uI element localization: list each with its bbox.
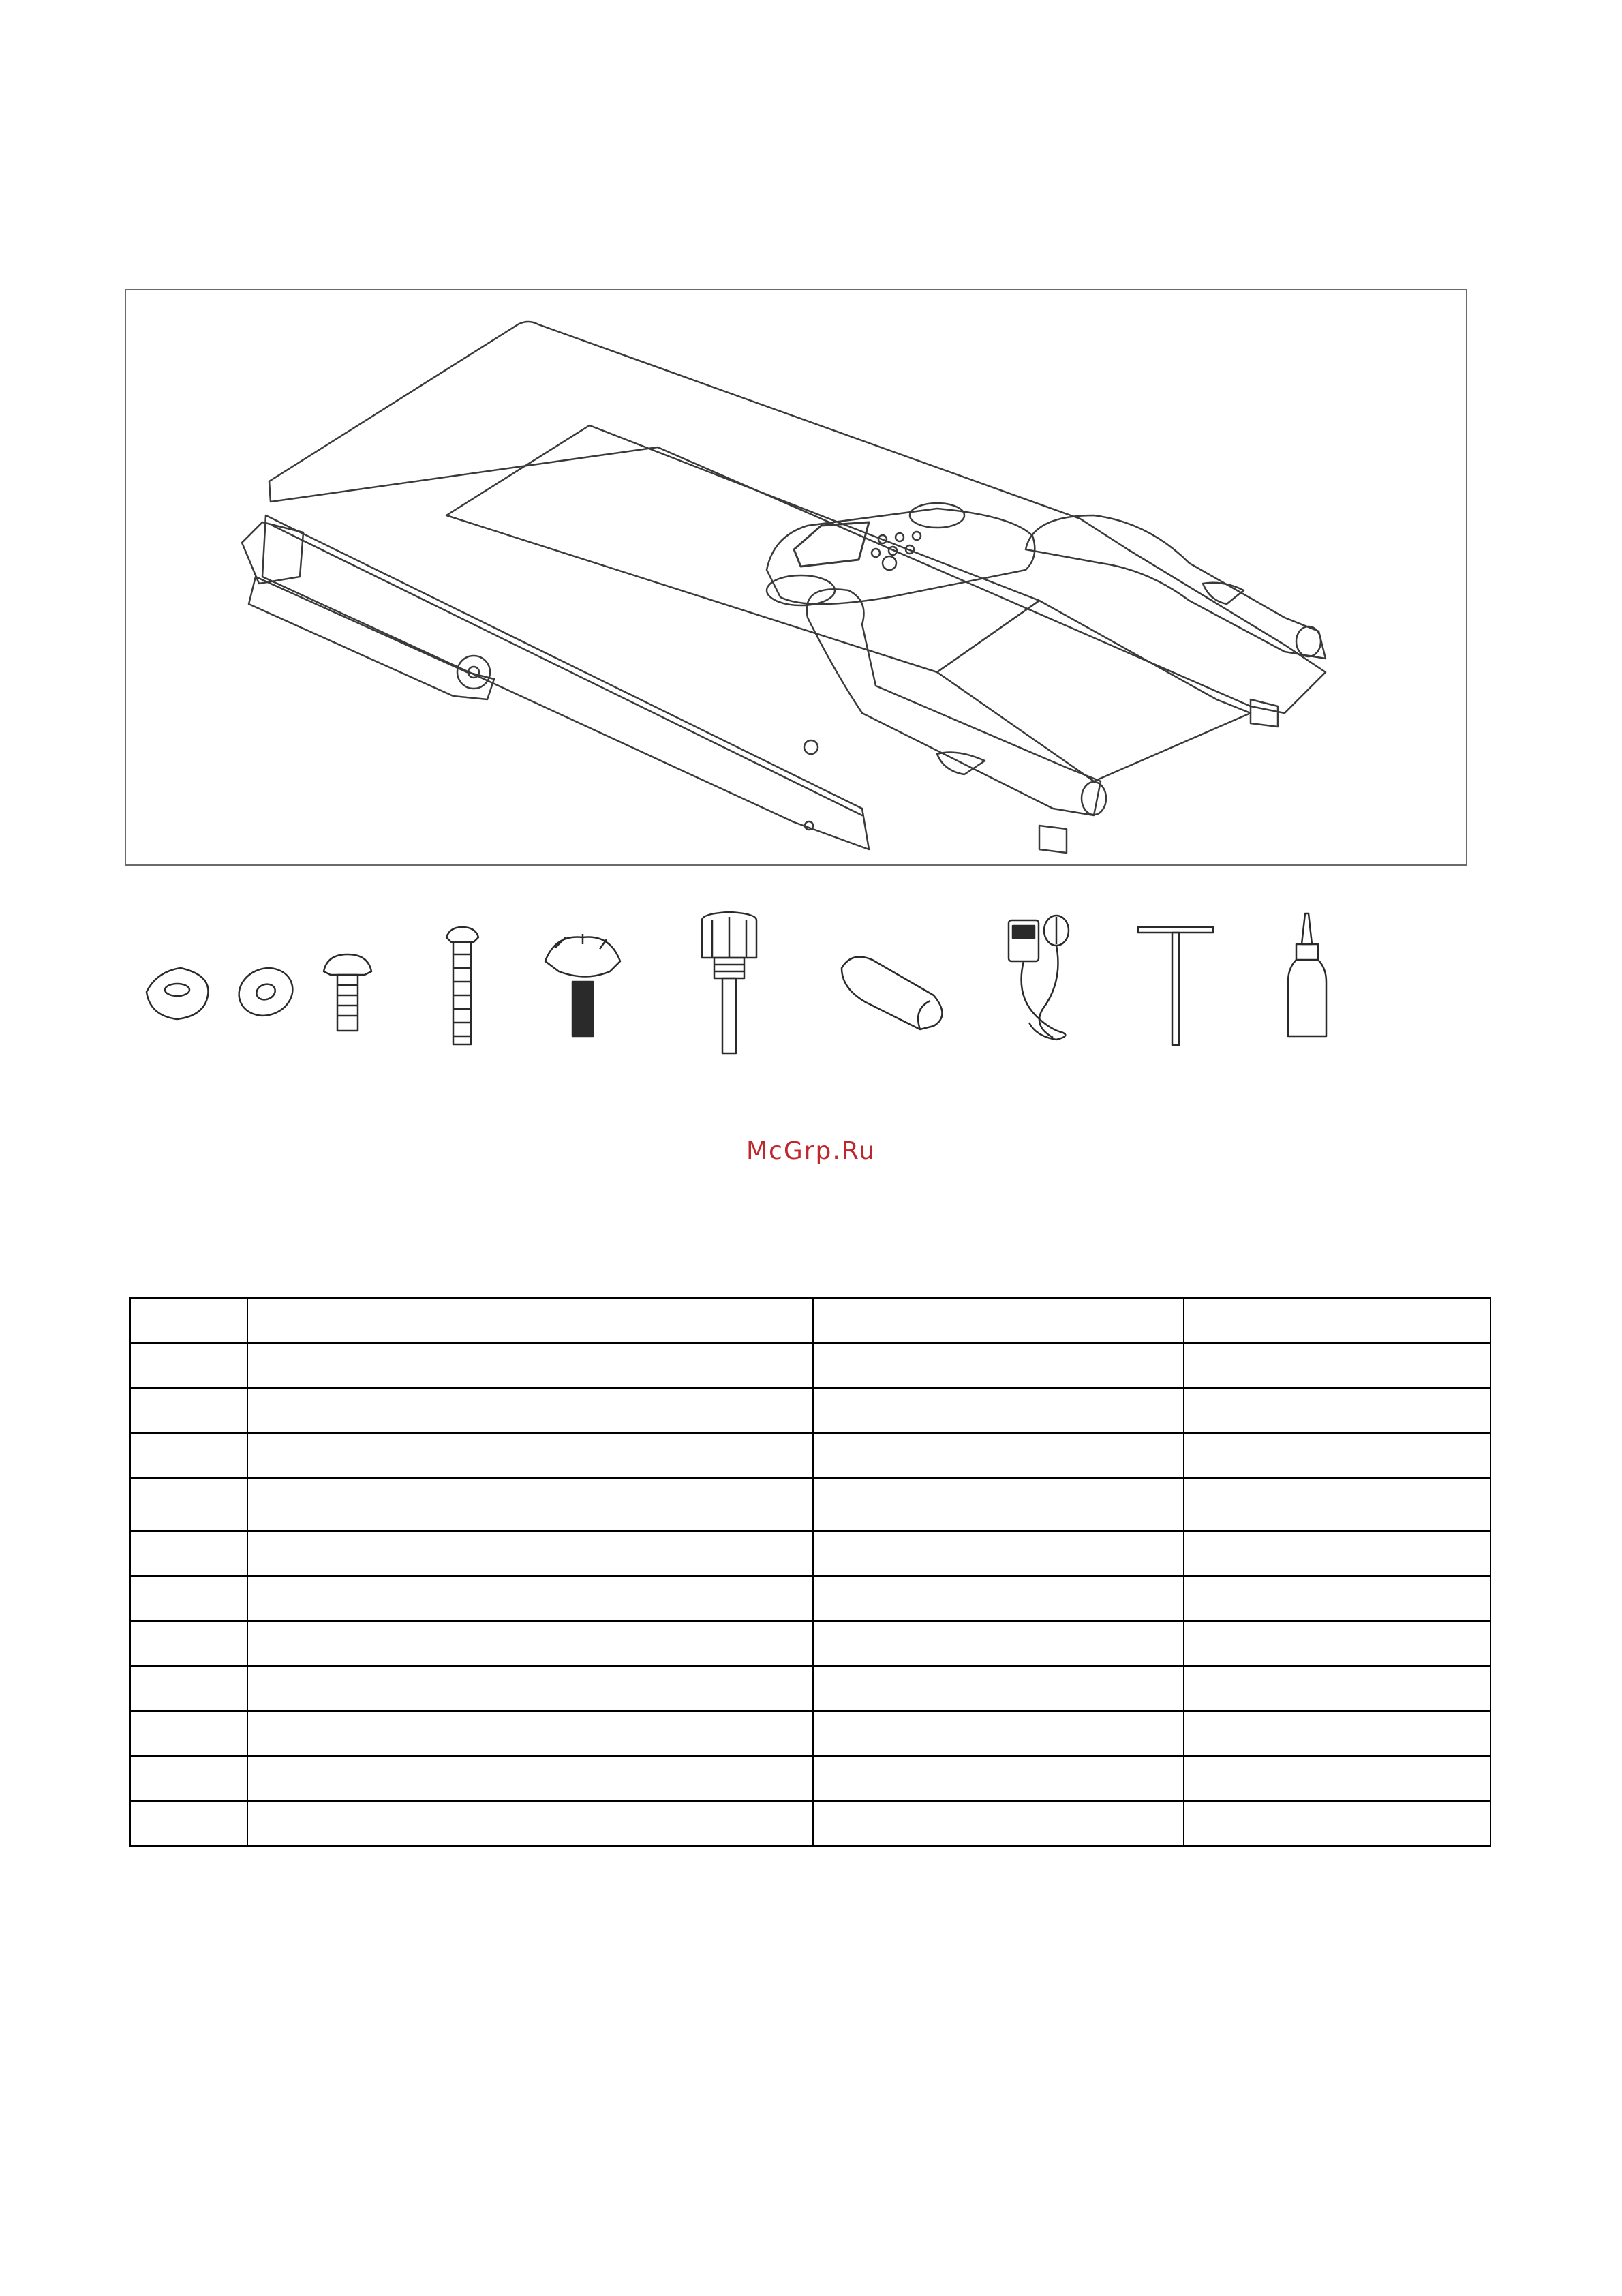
running-belt xyxy=(937,601,1251,781)
table-cell xyxy=(1184,1478,1490,1531)
table-cell xyxy=(130,1621,247,1666)
table-cell xyxy=(813,1756,1184,1801)
treadmill-illustration xyxy=(126,290,1466,864)
hardware-parts-strip xyxy=(129,907,1424,1084)
table-cell xyxy=(813,1666,1184,1711)
table-cell xyxy=(247,1343,813,1388)
table-cell xyxy=(247,1531,813,1576)
table-cell xyxy=(130,1531,247,1576)
table-cell xyxy=(813,1478,1184,1531)
console-display xyxy=(794,522,869,567)
table-cell xyxy=(130,1433,247,1478)
table-cell xyxy=(813,1531,1184,1576)
table-row xyxy=(130,1531,1490,1576)
table-row xyxy=(130,1433,1490,1478)
table-row xyxy=(130,1388,1490,1433)
table-cell xyxy=(130,1801,247,1846)
table-cell xyxy=(1184,1388,1490,1433)
table-cell xyxy=(813,1433,1184,1478)
table-cell xyxy=(1184,1801,1490,1846)
table-row xyxy=(130,1343,1490,1388)
curved-washer-icon xyxy=(147,968,209,1019)
table-cell xyxy=(130,1298,247,1343)
treadmill-figure-frame xyxy=(125,289,1467,866)
oil-bottle-icon xyxy=(1288,913,1326,1036)
table-cell xyxy=(813,1298,1184,1343)
table-cell xyxy=(813,1343,1184,1388)
lower-frame xyxy=(249,577,494,699)
table-cell xyxy=(247,1576,813,1621)
table-row xyxy=(130,1756,1490,1801)
table-cell xyxy=(1184,1298,1490,1343)
deck-top-panel xyxy=(446,425,1039,672)
table-cell xyxy=(247,1756,813,1801)
table-row xyxy=(130,1666,1490,1711)
table-cell xyxy=(130,1388,247,1433)
table-cell xyxy=(247,1666,813,1711)
table-cell xyxy=(247,1298,813,1343)
table-cell xyxy=(130,1576,247,1621)
table-cell xyxy=(247,1801,813,1846)
table-cell xyxy=(813,1711,1184,1756)
table-cell xyxy=(130,1756,247,1801)
table-row xyxy=(130,1576,1490,1621)
table-cell xyxy=(130,1666,247,1711)
star-knob-icon xyxy=(545,934,620,1036)
table-cell xyxy=(813,1621,1184,1666)
table-cell xyxy=(1184,1621,1490,1666)
table-row xyxy=(130,1711,1490,1756)
table-row xyxy=(130,1801,1490,1846)
table-row xyxy=(130,1478,1490,1531)
long-bolt-icon xyxy=(446,927,478,1044)
table-cell xyxy=(130,1343,247,1388)
watermark: McGrp.Ru xyxy=(746,1137,876,1165)
safety-knob-icon xyxy=(702,912,756,1053)
table-cell xyxy=(1184,1343,1490,1388)
table-cell xyxy=(1184,1711,1490,1756)
table-cell xyxy=(1184,1666,1490,1711)
safety-key-icon xyxy=(1009,916,1069,1040)
table-cell xyxy=(813,1576,1184,1621)
base-foot-left xyxy=(1039,826,1067,853)
table-cell xyxy=(1184,1576,1490,1621)
table-row xyxy=(130,1621,1490,1666)
table-cell xyxy=(247,1711,813,1756)
cushion-sleeve-icon xyxy=(842,957,943,1029)
side-rail-inner xyxy=(273,526,862,815)
table-cell xyxy=(130,1478,247,1531)
cup-holder-right xyxy=(910,503,964,528)
table-cell xyxy=(247,1433,813,1478)
table-cell xyxy=(247,1621,813,1666)
parts-table-body xyxy=(130,1298,1490,1846)
handrail-right xyxy=(1026,515,1326,659)
table-cell xyxy=(813,1388,1184,1433)
console-body xyxy=(767,509,1035,604)
table-cell xyxy=(1184,1531,1490,1576)
handrail-left xyxy=(807,589,1101,815)
front-leg xyxy=(242,522,303,584)
rear-wheel xyxy=(457,656,490,689)
table-cell xyxy=(813,1801,1184,1846)
table-row xyxy=(130,1298,1490,1343)
table-cell xyxy=(130,1711,247,1756)
table-cell xyxy=(247,1388,813,1433)
parts-table xyxy=(129,1297,1491,1847)
base-foot-right xyxy=(1251,699,1278,727)
table-cell xyxy=(247,1478,813,1531)
flat-washer-icon xyxy=(232,961,299,1023)
table-cell xyxy=(1184,1433,1490,1478)
short-bolt-icon xyxy=(324,954,371,1031)
t-wrench-icon xyxy=(1138,927,1213,1045)
table-cell xyxy=(1184,1756,1490,1801)
